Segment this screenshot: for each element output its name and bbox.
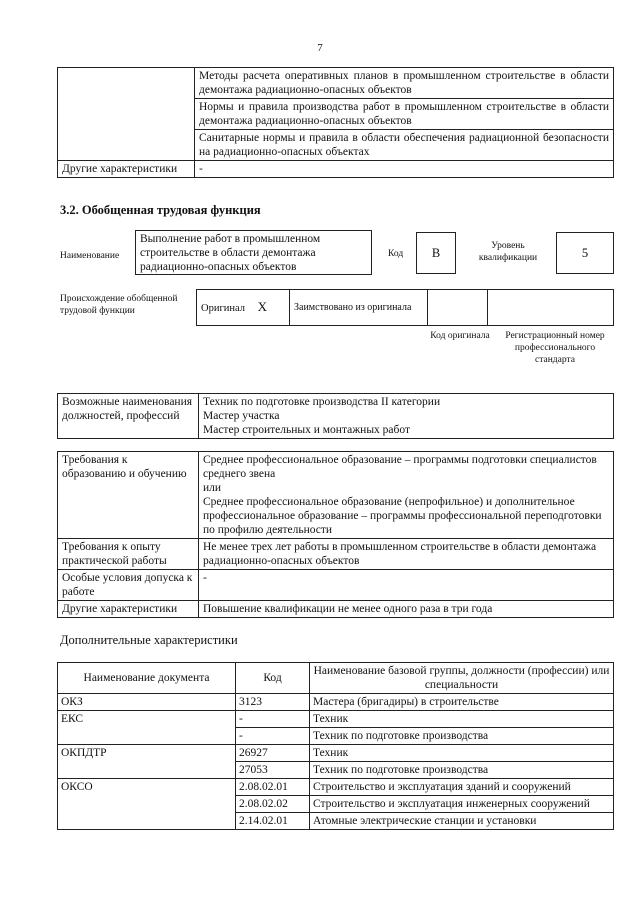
knowledge-row: Санитарные нормы и правила в области обеспечения радиационной безопасности на радиационно-опасных объектах [195,130,614,161]
name-cell: Техник [310,711,614,728]
name-cell: Техник по подготовке производства [310,728,614,745]
code-cell: 26927 [236,745,310,762]
doc-cell: ОКПДТР [58,745,236,779]
doc-cell: ОКЗ [58,694,236,711]
education-line: Среднее профессиональное образование (непрофильное) и дополнительное профессиональное образование – программы профессиональной переподготовки по профилю деятельности [203,496,602,536]
education-label: Требования к образованию и обучению [58,452,199,539]
code-label: Код [388,249,404,259]
other-characteristics-label: Другие характеристики [58,601,199,618]
name-label: Наименование [60,251,120,261]
reg-number-cell [488,290,614,326]
code-cell: 2.14.02.01 [236,813,310,830]
reg-number-label: Регистрационный номер профессионального стандарта [505,331,605,365]
header-group-name: Наименование базовой группы, должности (профессии) или специальности [310,663,614,694]
header-document: Наименование документа [58,663,236,694]
position-item: Мастер строительных и монтажных работ [203,424,410,436]
additional-characteristics-table [57,662,614,830]
code-original-label: Код оригинала [430,331,490,341]
code-cell: 2.08.02.02 [236,796,310,813]
experience-label: Требования к опыту практической работы [58,539,199,570]
other-characteristics-value: Повышение квалификации не менее одного раза в три года [199,601,614,618]
code-cell: 3123 [236,694,310,711]
name-cell: Мастера (бригадиры) в строительстве [310,694,614,711]
special-conditions-label: Особые условия допуска к работе [58,570,199,601]
empty-label-cell [58,68,195,161]
doc-cell: ОКСО [58,779,236,830]
experience-value: Не менее трех лет работы в промышленном строительстве в области демонтажа радиационно-опасных объектов [199,539,614,570]
section-title: 3.2. Обобщенная трудовая функция [60,203,261,217]
level-value-box: 5 [556,232,614,274]
name-cell: Атомные электрические станции и установки [310,813,614,830]
code-cell: - [236,728,310,745]
code-original-cell [428,290,488,326]
positions-label: Возможные наименования должностей, профессий [58,394,199,439]
other-characteristics-label: Другие характеристики [58,161,195,178]
name-cell: Строительство и эксплуатация зданий и сооружений [310,779,614,796]
doc-cell: ЕКС [58,711,236,745]
original-cell [197,290,290,326]
knowledge-row: Нормы и правила производства работ в промышленном строительстве в области демонтажа радиационно-опасных объектов [195,99,614,130]
position-item: Техник по подготовке производства II категории [203,396,441,408]
requirements-table [57,451,614,618]
original-label: Оригинал [201,302,245,314]
borrowed-label: Заимствовано из оригинала [290,290,428,326]
header-code: Код [236,663,310,694]
level-label: Уровень квалификации [478,241,538,263]
origin-table [196,289,614,326]
name-cell: Техник по подготовке производства [310,762,614,779]
code-cell: 2.08.02.01 [236,779,310,796]
additional-title: Дополнительные характеристики [60,633,238,647]
knowledge-row: Методы расчета оперативных планов в промышленном строительстве в области демонтажа радиационно-опасных объектов [195,68,614,99]
name-cell: Техник [310,745,614,762]
special-conditions-value: - [199,570,614,601]
page-number: 7 [317,42,323,54]
education-line: или [203,482,222,494]
code-value-box: B [416,232,456,274]
positions-table [57,393,614,439]
education-value [199,452,614,539]
knowledge-table [57,67,614,178]
origin-label: Происхождение обобщенной трудовой функции [60,294,178,316]
other-characteristics-value: - [195,161,614,178]
original-mark: X [257,298,268,314]
education-line: Среднее профессиональное образование – программы подготовки специалистов среднего звена [203,454,597,480]
positions-list [199,394,614,439]
code-cell: 27053 [236,762,310,779]
function-name-box: Выполнение работ в промышленном строительстве в области демонтажа радиационно-опасных объектов [135,230,372,275]
position-item: Мастер участка [203,410,280,422]
code-cell: - [236,711,310,728]
name-cell: Строительство и эксплуатация инженерных сооружений [310,796,614,813]
